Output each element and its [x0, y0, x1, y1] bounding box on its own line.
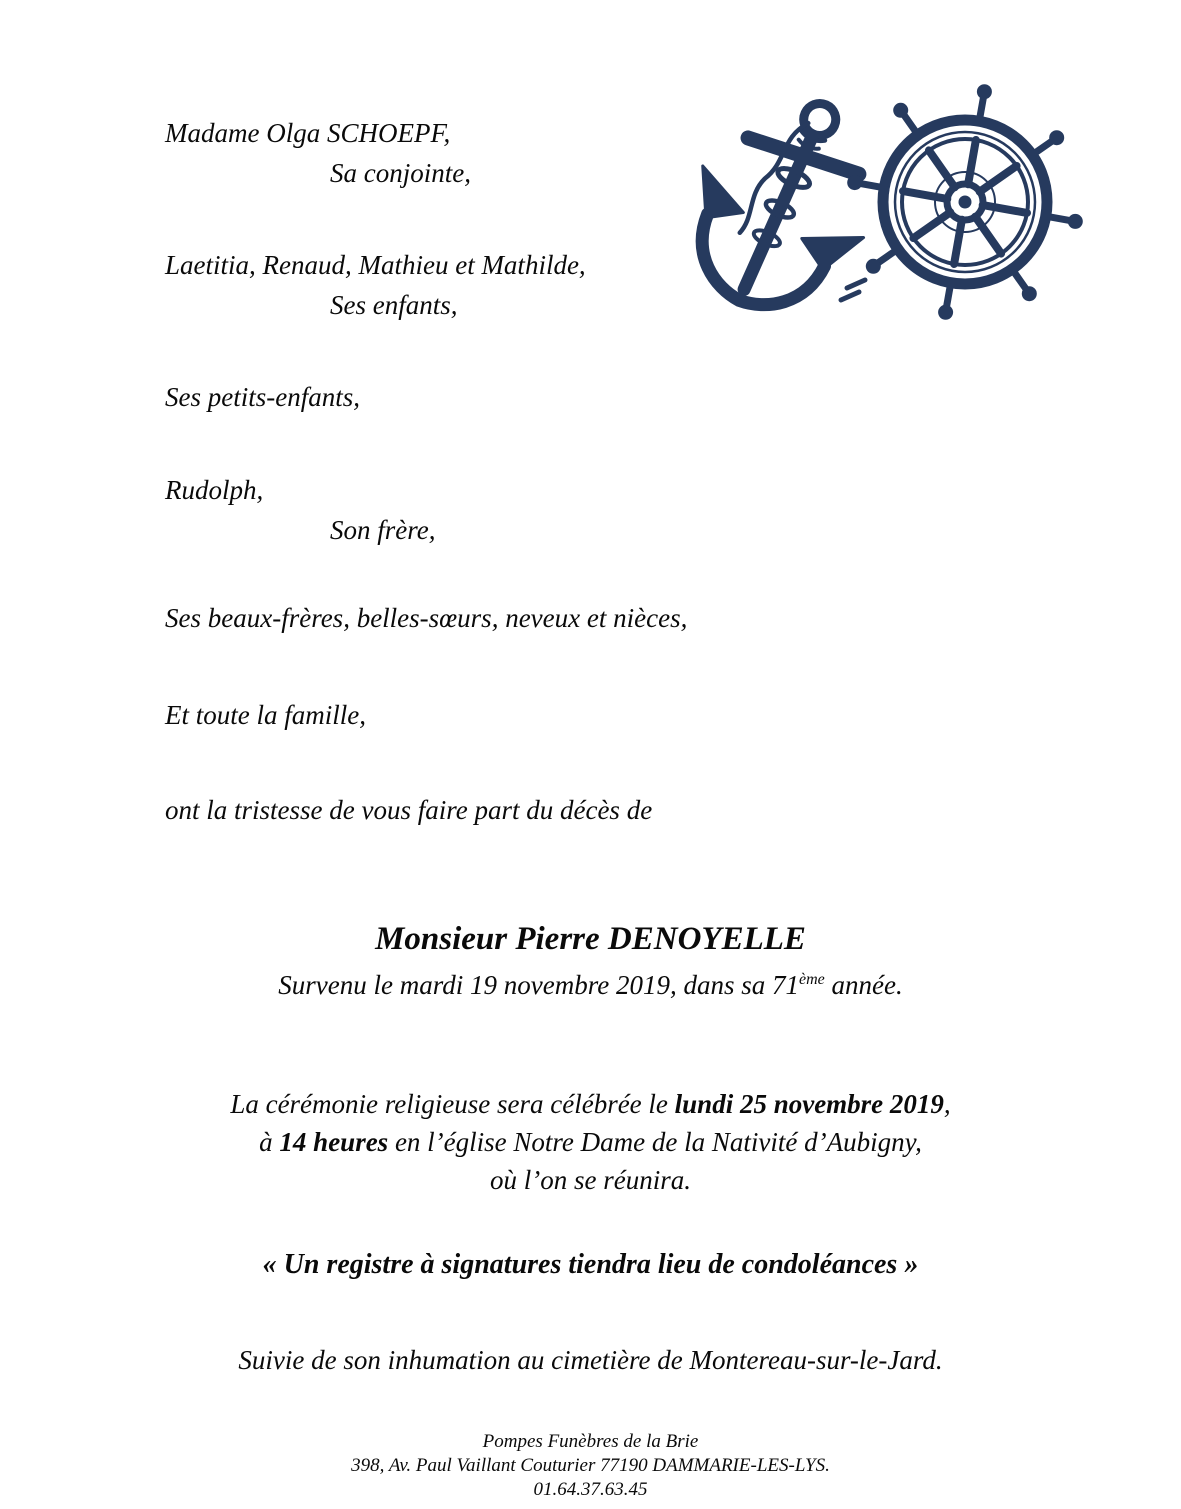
- relative-names: Laetitia, Renaud, Mathieu et Mathilde,: [165, 250, 586, 280]
- relative-group-inlaws: [165, 598, 1181, 638]
- ceremony-line1-text: La cérémonie religieuse sera célébrée le: [230, 1089, 675, 1119]
- death-date-suffix: année.: [824, 970, 903, 1000]
- register-notice: « Un registre à signatures tiendra lieu de condoléances »: [262, 1249, 919, 1280]
- death-date-prefix: Survenu le mardi 19 novembre 2019, dans sa 71: [278, 970, 799, 1000]
- ceremony-line-2: [0, 1123, 1181, 1161]
- relative-relation: Ses enfants,: [330, 290, 458, 320]
- anchor-icon: [659, 80, 907, 336]
- funeral-home-address: 398, Av. Paul Vaillant Couturier 77190 DAMMARIE-LES-LYS.: [351, 1455, 830, 1476]
- ceremony-paragraph: [0, 1085, 1181, 1199]
- burial-line: Suivie de son inhumation au cimetière de Montereau-sur-le-Jard.: [238, 1345, 943, 1375]
- ceremony-line-3: où l’on se réunira.: [490, 1165, 691, 1195]
- relative-group-family: [165, 695, 1181, 735]
- ceremony-line1-comma: ,: [943, 1089, 951, 1119]
- relative-relation: Sa conjointe,: [330, 158, 471, 188]
- relative-names: Rudolph,: [165, 475, 264, 505]
- relative-group-grandchildren: [165, 377, 1181, 417]
- ship-wheel-icon: [841, 84, 1083, 320]
- relative-names: Ses beaux-frères, belles-sœurs, neveux et nièces,: [165, 603, 688, 633]
- ceremony-time-bold: 14 heures: [279, 1127, 389, 1157]
- ordinal-superscript: ème: [798, 971, 825, 988]
- ceremony-line2-text: à: [259, 1127, 280, 1157]
- funeral-home-name: Pompes Funèbres de la Brie: [482, 1431, 699, 1452]
- deceased-name: Monsieur Pierre DENOYELLE: [375, 921, 806, 957]
- ceremony-date-bold: lundi 25 novembre 2019: [674, 1089, 944, 1119]
- relative-names: Et toute la famille,: [165, 700, 366, 730]
- funeral-home-phone: 01.64.37.63.45: [533, 1479, 648, 1500]
- nautical-illustration: [655, 80, 1105, 355]
- announcement-intro: ont la tristesse de vous faire part du décès de: [165, 795, 653, 825]
- death-date-line: [0, 960, 1181, 1005]
- relative-relation: Son frère,: [330, 515, 436, 545]
- anchor-and-wheel-image: [655, 80, 1105, 355]
- relative-names: Ses petits-enfants,: [165, 382, 360, 412]
- ceremony-church-text: en l’église Notre Dame de la Nativité d’Aubigny,: [388, 1127, 922, 1157]
- ceremony-line-1: [0, 1085, 1181, 1123]
- announcement-center-section: [0, 918, 1181, 1502]
- relative-names: Madame Olga SCHOEPF,: [165, 118, 451, 148]
- funeral-home-footer: [0, 1430, 1181, 1502]
- relative-group-brother: [165, 470, 1181, 550]
